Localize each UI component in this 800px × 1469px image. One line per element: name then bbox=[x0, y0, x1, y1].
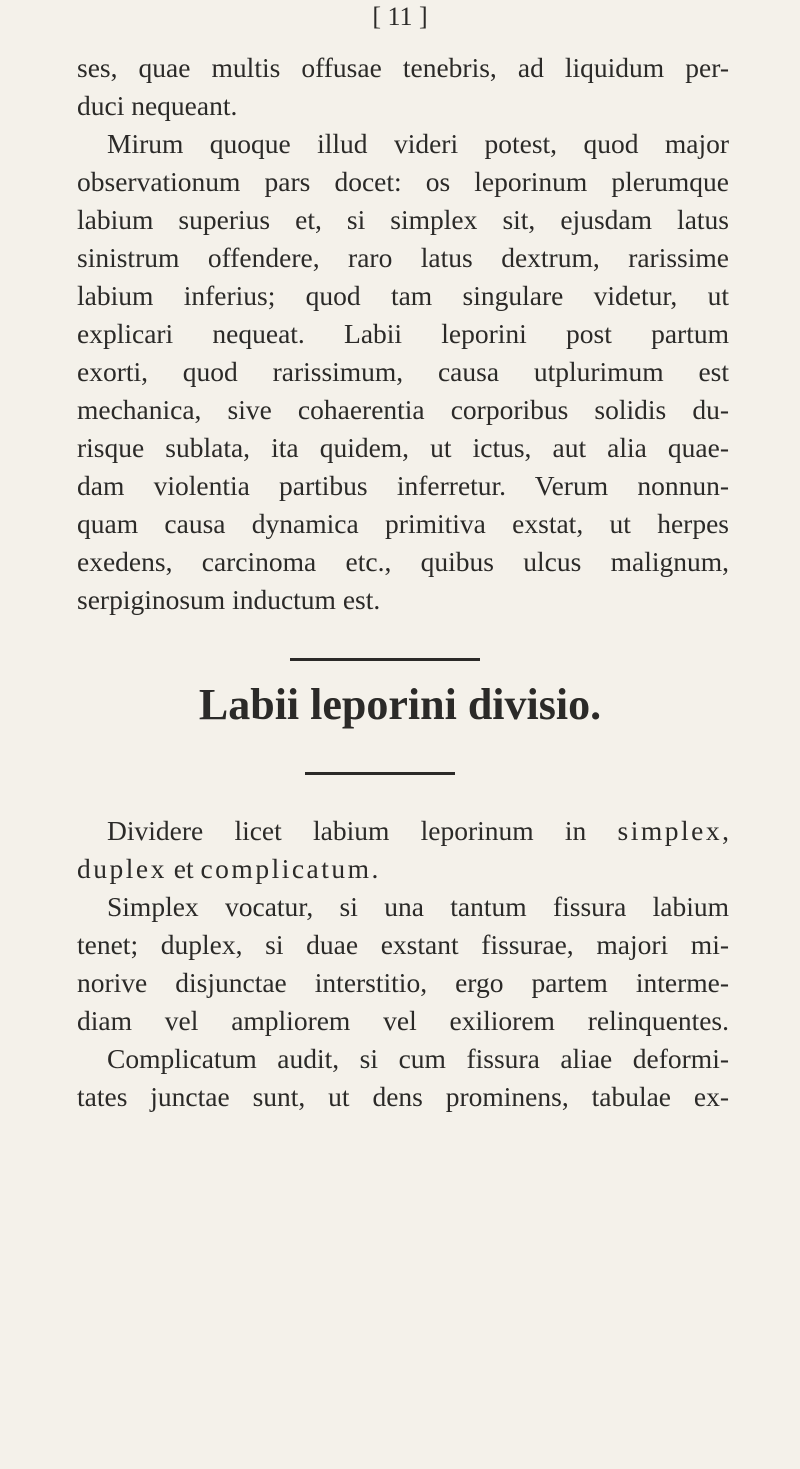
text-line: labium superius et, si simplex sit, ejusdam latus bbox=[77, 204, 729, 235]
text-line: mechanica, sive cohaerentia corporibus solidis du- bbox=[77, 394, 729, 425]
text-line: risque sublata, ita quidem, ut ictus, aut alia quae- bbox=[77, 432, 729, 463]
text-line: ses, quae multis offusae tenebris, ad liquidum per- bbox=[77, 52, 729, 83]
text-line: Complicatum audit, si cum fissura aliae deformi- bbox=[107, 1043, 729, 1074]
text-line: quam causa dynamica primitiva exstat, ut herpes bbox=[77, 508, 729, 539]
text: et bbox=[166, 853, 201, 884]
text-line: sinistrum offendere, raro latus dextrum, rarissime bbox=[77, 242, 729, 273]
text-line: diam vel ampliorem vel exiliorem relinquentes. bbox=[77, 1005, 729, 1036]
text-line: duci nequeant. bbox=[77, 90, 238, 121]
text: Dividere licet labium leporinum in bbox=[107, 815, 618, 846]
text-line: observationum pars docet: os leporinum plerumque bbox=[77, 166, 729, 197]
text-line: explicari nequeat. Labii leporini post partum bbox=[77, 318, 729, 349]
text-line: tenet; duplex, si duae exstant fissurae, majori mi- bbox=[77, 929, 729, 960]
text: . bbox=[371, 853, 379, 884]
text-line: norive disjunctae interstitio, ergo partem interme- bbox=[77, 967, 729, 998]
page-number: [ 11 ] bbox=[372, 2, 428, 31]
text-line: dam violentia partibus inferretur. Verum nonnun- bbox=[77, 470, 729, 501]
text-line: labium inferius; quod tam singulare videtur, ut bbox=[77, 280, 729, 311]
term-duplex: duplex bbox=[77, 853, 167, 884]
term-complicatum: complicatum bbox=[200, 853, 372, 884]
divider-rule bbox=[305, 772, 455, 775]
section-title: Labii leporini divisio. bbox=[198, 680, 602, 729]
text-line bbox=[107, 814, 729, 848]
text-line: Simplex vocatur, si una tantum fissura labium bbox=[107, 891, 729, 922]
text: , bbox=[722, 815, 729, 846]
text-line: serpiginosum inductum est. bbox=[77, 584, 381, 615]
text-line: tates junctae sunt, ut dens prominens, tabulae ex- bbox=[77, 1081, 729, 1112]
text-line: exedens, carcinoma etc., quibus ulcus malignum, bbox=[77, 546, 729, 577]
text-line bbox=[77, 852, 729, 886]
divider-rule bbox=[290, 658, 480, 661]
text-line: exorti, quod rarissimum, causa utplurimum est bbox=[77, 356, 729, 387]
text-line: Mirum quoque illud videri potest, quod major bbox=[107, 128, 729, 159]
term-simplex: simplex bbox=[617, 815, 723, 846]
